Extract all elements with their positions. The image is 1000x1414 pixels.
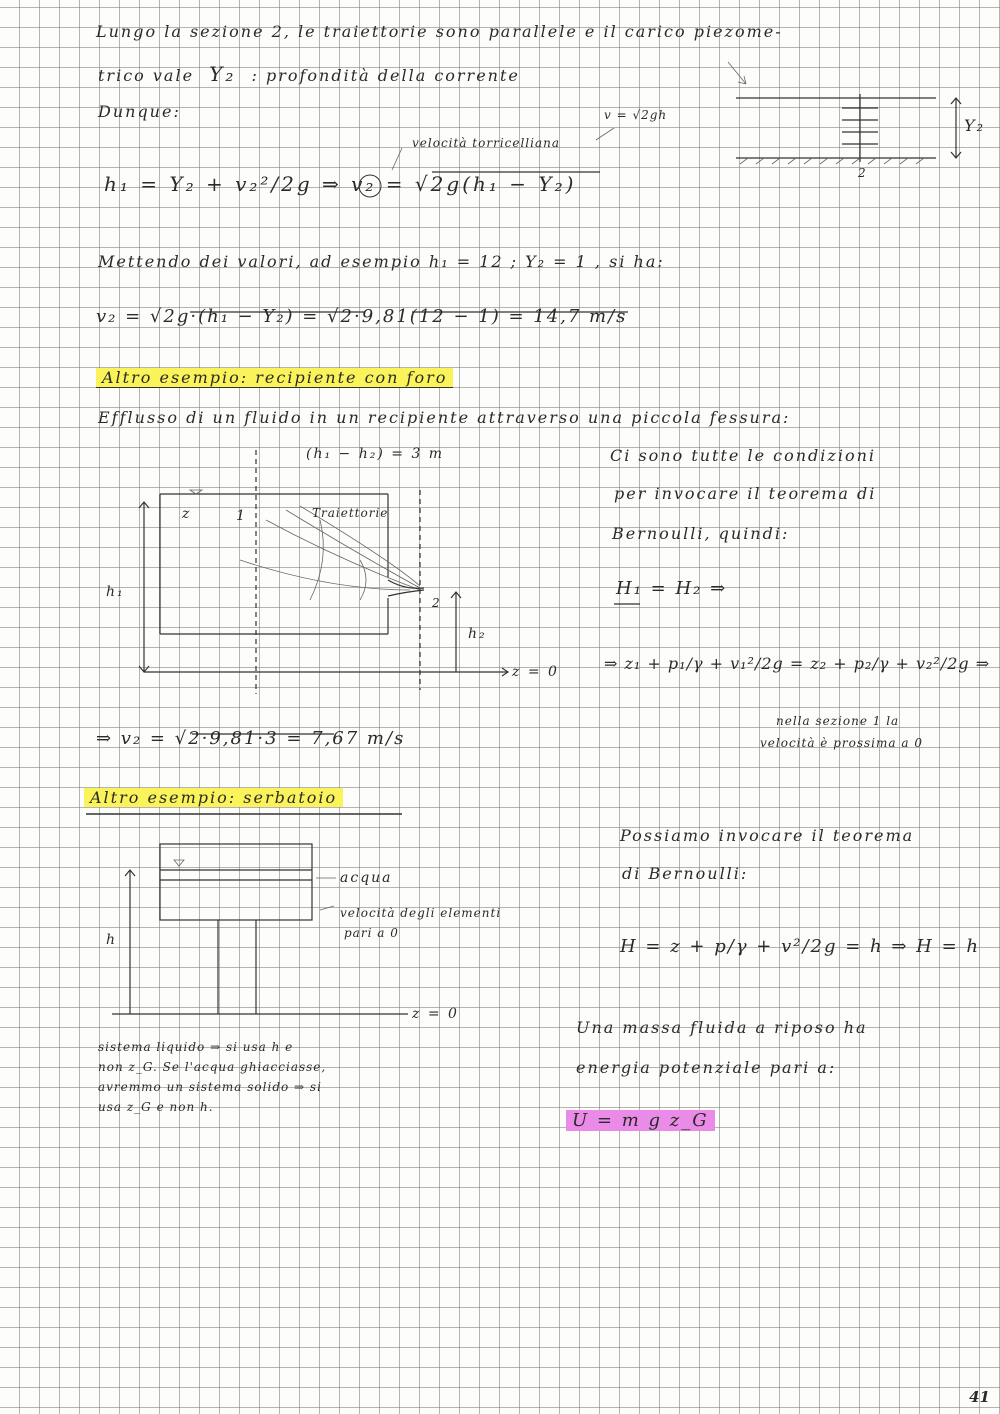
diagram-label: 1 xyxy=(236,508,247,524)
diagram-label: velocità degli elementi xyxy=(340,906,502,920)
text-line: Bernoulli, quindi: xyxy=(612,524,790,543)
diagram-label: 2 xyxy=(858,166,867,180)
diagram-label: h xyxy=(106,932,118,948)
text-line: non z_G. Se l'acqua ghiacciasse, xyxy=(98,1060,327,1074)
symbol-y2: Y₂ xyxy=(209,62,237,86)
equation xyxy=(566,1110,715,1131)
text-fragment: : profondità della corrente xyxy=(251,66,520,85)
diagram-label: pari a 0 xyxy=(344,926,399,940)
text-line: Una massa fluida a riposo ha xyxy=(576,1018,868,1037)
text-line: usa z_G e non h. xyxy=(98,1100,214,1114)
formula-note: v = √2gh xyxy=(604,108,668,122)
text-line: di Bernoulli: xyxy=(622,864,749,883)
text-line: Efflusso di un fluido in un recipiente attraverso una piccola fessura: xyxy=(98,408,791,427)
diagram-label: h₂ xyxy=(468,626,487,642)
diagram-label: h₁ xyxy=(106,584,125,600)
diagram-label: z = 0 xyxy=(412,1006,459,1022)
text-line: Lungo la sezione 2, le traiettorie sono parallele e il carico piezome- xyxy=(96,22,783,41)
text-line: avremmo un sistema solido ⇒ si xyxy=(98,1080,322,1094)
text-line: sistema liquido ⇒ si usa h e xyxy=(98,1040,294,1054)
dunque-label: Dunque: xyxy=(98,102,181,121)
equation: H₁ = H₂ ⇒ xyxy=(616,578,728,599)
equation: H = z + p/γ + v²/2g = h ⇒ H = h xyxy=(620,936,980,957)
velocity-note: velocità torricelliana xyxy=(412,136,561,150)
equation: ⇒ z₁ + p₁/γ + v₁²/2g = z₂ + p₂/γ + v₂²/2g ⇒ xyxy=(604,654,991,673)
text-line: energia potenziale pari a: xyxy=(576,1058,837,1077)
page-number: 41 xyxy=(969,1388,990,1406)
diagram-label: acqua xyxy=(340,870,393,886)
diagram-label: Y₂ xyxy=(964,116,985,135)
text-fragment: trico vale xyxy=(98,66,195,85)
note: nella sezione 1 la xyxy=(776,714,900,728)
diagram-label: z = 0 xyxy=(512,664,559,680)
equation: v₂ = √2g·(h₁ − Y₂) = √2·9,81(12 − 1) = 14,7 m/s xyxy=(96,306,628,327)
diagram-label: z xyxy=(182,506,192,522)
diagram-label: (h₁ − h₂) = 3 m xyxy=(306,446,445,462)
highlighted-equation: U = m g z_G xyxy=(566,1110,715,1131)
diagram-label: 2 xyxy=(432,596,441,610)
equation: h₁ = Y₂ + v₂²/2g ⇒ v₂ = √2g(h₁ − Y₂) xyxy=(104,172,577,196)
text-line: Possiamo invocare il teorema xyxy=(620,826,915,845)
text-line: Ci sono tutte le condizioni xyxy=(610,446,876,465)
text-line: per invocare il teorema di xyxy=(614,484,877,503)
section-title xyxy=(84,788,343,807)
text-line: Mettendo dei valori, ad esempio h₁ = 12 ; Y₂ = 1 , si ha: xyxy=(98,252,665,271)
note: velocità è prossima a 0 xyxy=(760,736,923,750)
section-title xyxy=(96,368,453,387)
highlighted-title: Altro esempio: recipiente con foro xyxy=(96,368,453,388)
equation: ⇒ v₂ = √2·9,81·3 = 7,67 m/s xyxy=(96,728,406,749)
diagram-label: Traiettorie xyxy=(312,506,389,520)
highlighted-title: Altro esempio: serbatoio xyxy=(84,788,343,807)
